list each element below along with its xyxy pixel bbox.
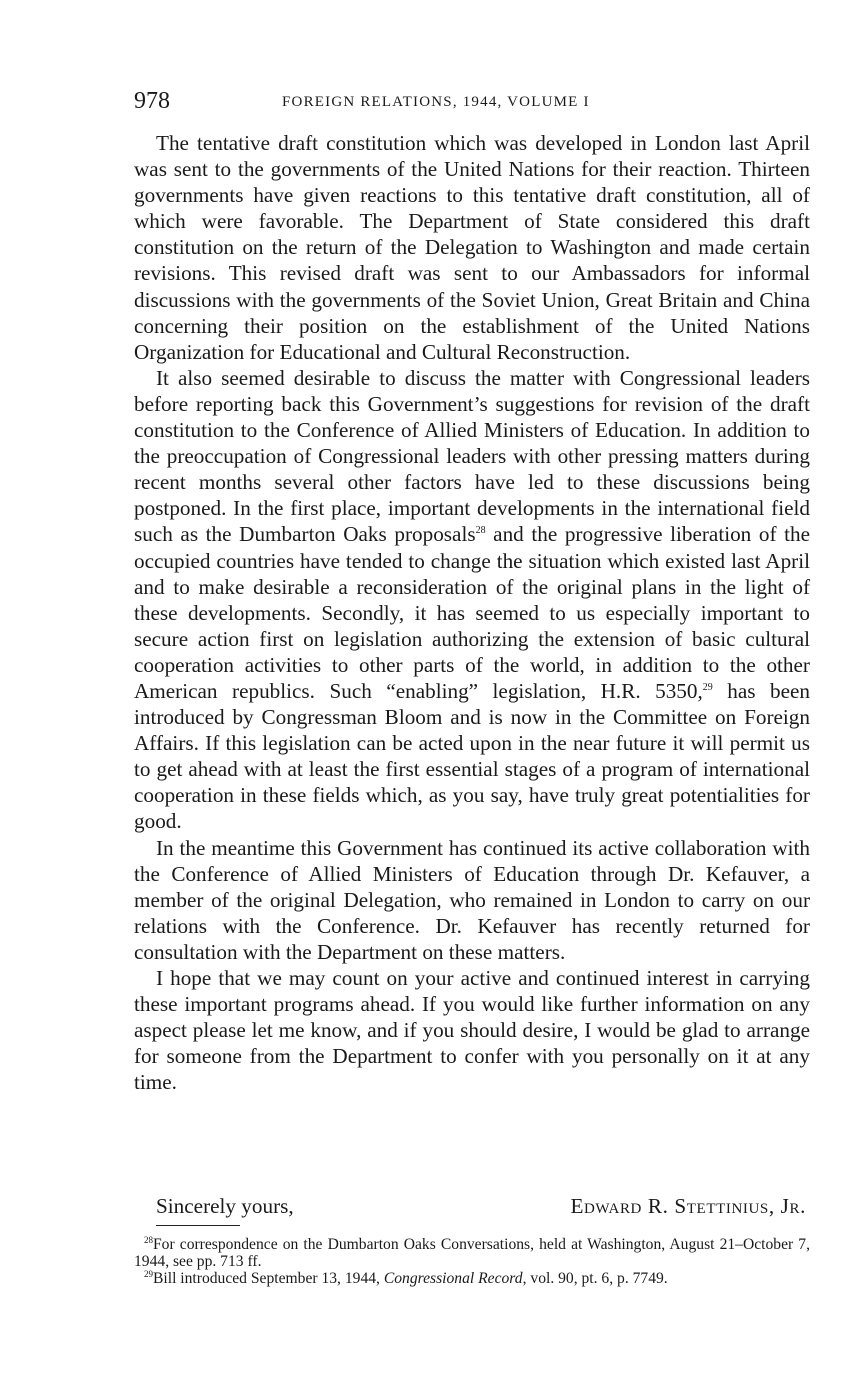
footnote-mark-29: 29 <box>144 1269 153 1279</box>
footnote-ref-29[interactable]: 29 <box>702 681 713 693</box>
paragraph-1: The tentative draft constitution which was developed in London last April was sent to the governments of the United Nations for their reaction. Thirteen governments have given reactions to this tentative draft constitution, all of which were favorable. The Department of State considered this draft constitution on the return of the Delegation to Washington and made certain revisions. This revised draft was sent to our Ambassadors for informal discussions with the governments of the Soviet Union, Great Britain and China concerning their position on the establishment of the United Nations Organization for Educational and Cultural Reconstruction. <box>134 131 810 364</box>
footnote-29 <box>134 1270 810 1287</box>
salutation: Sincerely yours, <box>156 1194 294 1218</box>
footnotes <box>134 1236 810 1287</box>
footnote-28-text: For correspondence on the Dumbarton Oaks Conversations, held at Washington, August 21–October 7, 1944, see pp. 713 ff. <box>134 1236 810 1270</box>
paragraph-4: I hope that we may count on your active and continued interest in carrying these important programs ahead. If you would like further information on any aspect please let me know, and if you should desire, I would be glad to arrange for someone from the Department to confer with you personally on it at any time. <box>134 966 810 1095</box>
footnote-28 <box>134 1236 810 1270</box>
footnote-mark-28: 28 <box>144 1235 153 1245</box>
footnote-ref-28[interactable]: 28 <box>475 525 486 537</box>
paragraph-2-part-b: and the progressive liberation of the occupied countries have tended to change the situation which existed last April and to make desirable a reconsideration of the original plans in the light of these developments. Secondly, it has seemed to us especially important to secure action first on legislation authorizing the extension of basic cultural cooperation activities to other parts of the world, in addition to the other American republics. Such “enabling” legislation, H.R. 5350, <box>134 522 810 703</box>
footnote-29-text-before: Bill introduced September 13, 1944, <box>153 1270 384 1287</box>
paragraph-3: In the meantime this Government has continued its active collaboration with the Conference of Allied Ministers of Education through Dr. Kefauver, a member of the original Delegation, who remained in London to carry on our relations with the Conference. Dr. Kefauver has recently returned for consultation with the Department on these matters. <box>134 835 810 964</box>
running-head: FOREIGN RELATIONS, 1944, VOLUME I <box>282 94 590 110</box>
paragraph-2 <box>134 365 810 835</box>
letter-closing <box>134 1193 810 1219</box>
footnote-29-title: Congressional Record <box>383 1270 523 1287</box>
paragraph-2-part-a: It also seemed desirable to discuss the matter with Congressional leaders before reporting back this Government’s suggestions for revision of the draft constitution to the Conference of Allied Ministers of Education. In addition to the preoccupation of Congressional leaders with other pressing matters during recent months several other factors have led to these discussions being postponed. In the first place, important developments in the international field such as the Dumbarton Oaks proposals <box>134 365 810 547</box>
footnote-divider <box>156 1225 240 1226</box>
page-header <box>134 86 810 116</box>
signature: Edward R. Stettinius, Jr. <box>570 1194 806 1218</box>
letter-body <box>134 130 810 1095</box>
paragraph-2-part-c: has been introduced by Congressman Bloom and is now in the Committee on Foreign Affairs. If this legislation can be acted upon in the near future it will permit us to get ahead with at least the first essential stages of a program of international cooperation in these fields which, as you say, have truly great potentialities for good. <box>134 678 810 834</box>
footnote-29-text-after: , vol. 90, pt. 6, p. 7749. <box>522 1270 668 1287</box>
page-number: 978 <box>134 88 170 114</box>
